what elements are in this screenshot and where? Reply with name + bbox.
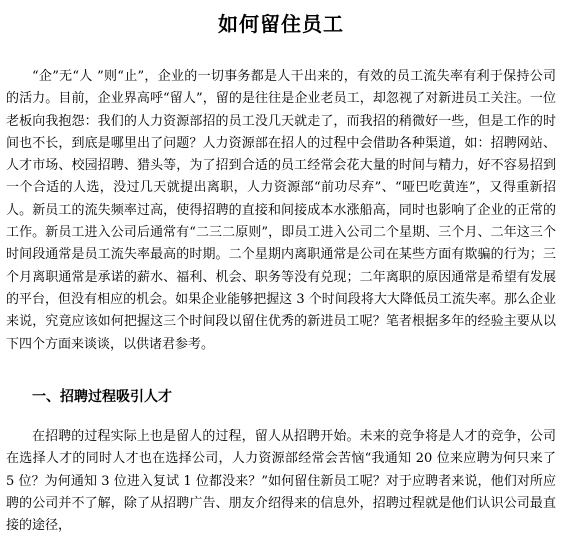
section-heading: 一、招聘过程吸引人才 bbox=[32, 389, 172, 405]
intro-paragraph: “企”无“人 ”则“止”，企业的一切事务都是人干出来的，有效的员工流失率有利于保持公司的活力。目前，企业界高呼“留人”，留的是往往是企业老员工，却忽视了对新进员工关注。一位老板向我抱怨：我们的人力资源部招的员工没几天就走了，而我招的稍微好一些，但是工作的时间也不长，到底是哪里出了问题？人力资源部在招人的过程中会借助各种渠道，如：招聘网站、人才市场、校园招聘、猎头等，为了招到合适的员工经常会花大量的时间与精力，好不容易招到一个合适的人选，没过几天就提出离职，人力资源部“前功尽弃”、“哑巴吃黄连”，又得重新招人。新员工的流失频率过高，使得招聘的直接和间接成本水涨船高，同时也影响了企业的正常的工作。新员工进入公司后通常有“二三二原则”，即员工进入公司二个星期、三个月、二年这三个时间段通常是员工流失率最高的时期。二个星期内离职通常是公司在某些方面有欺骗的行为；三个月离职通常是承诺的薪水、福利、机会、职务等没有兑现；二年离职的原因通常是希望有发展的平台，但没有相应的机会。如果企业能够把握这 3 个时间段将大大降低员工流失率。那么企业来说，究竟应该如何把握这三个时间段以留住优秀的新进员工呢？笔者根据多年的经验主要从以下四个方面来谈谈，以供诸君参考。 bbox=[6, 69, 556, 352]
document-title: 如何留住员工 bbox=[218, 12, 344, 36]
section-body-paragraph: 在招聘的过程实际上也是留人的过程，留人从招聘开始。未来的竞争将是人才的竞争，公司在选择人才的同时人才也在选择公司，人力资源部经常会苦恼“我通知 20 位来应聘为何只来了 5 位？为何通知 3 位进入复试 1 位都没来？”如何留住新员工呢？对于应聘者来说，他们对所应聘的公司并不了解，除了从招聘广告、朋友介绍得来的信息外，招聘过程就是他们认识公司最直接的途径， bbox=[6, 429, 556, 534]
